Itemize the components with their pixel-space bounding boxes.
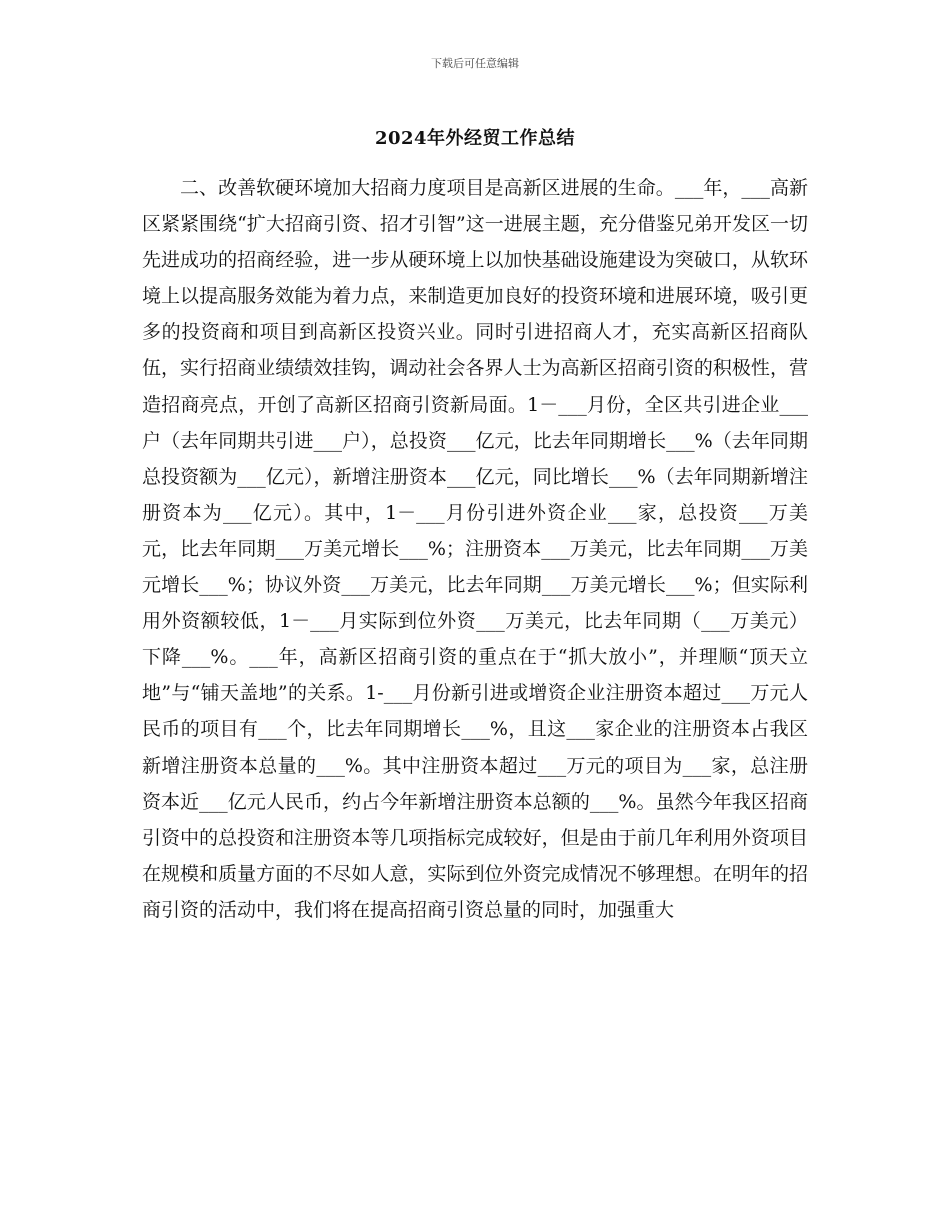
- page-title: 2024年外经贸工作总结: [374, 128, 576, 149]
- body-paragraph: 二、改善软硬环境加大招商力度项目是高新区进展的生命。___年，___高新区紧紧围绕“扩大招商引资、招才引智”这一进展主题，充分借鉴兄弟开发区一切先进成功的招商经验，进一步从硬环境上以加快基础设施建设为突破口，从软环境上以提高服务效能为着力点，来制造更加良好的投资环境和进展环境，吸引更多的投资商和项目到高新区投资兴业。同时引进招商人才，充实高新区招商队伍，实行招商业绩绩效挂钩，调动社会各界人士为高新区招商引资的积极性，营造招商亮点，开创了高新区招商引资新局面。1－___月份，全区共引进企业___户（去年同期共引进___户），总投资___亿元，比去年同期增长___%（去年同期总投资额为___亿元），新增注册资本___亿元，同比增长___%（去年同期新增注册资本为___亿元）。其中，1－___月份引进外资企业___家，总投资___万美元，比去年同期___万美元增长___%；注册资本___万美元，比去年同期___万美元增长___%；协议外资___万美元，比去年同期___万美元增长___%；但实际利用外资额较低，1－___月实际到位外资___万美元，比去年同期（___万美元）下降___%。___年，高新区招商引资的重点在于“抓大放小”，并理顺“顶天立地”与“铺天盖地”的关系。1-___月份新引进或增资企业注册资本超过___万元人民币的项目有___个，比去年同期增长___%，且这___家企业的注册资本占我区新增注册资本总量的___%。其中注册资本超过___万元的项目为___家，总注册资本近___亿元人民币，约占今年新增注册资本总额的___%。虽然今年我区招商引资中的总投资和注册资本等几项指标完成较好，但是由于前几年利用外资项目在规模和质量方面的不尽如人意，实际到位外资完成情况不够理想。在明年的招商引资的活动中，我们将在提高招商引资总量的同时，加强重大: [142, 177, 808, 921]
- header-note: 下载后可任意编辑: [431, 57, 519, 70]
